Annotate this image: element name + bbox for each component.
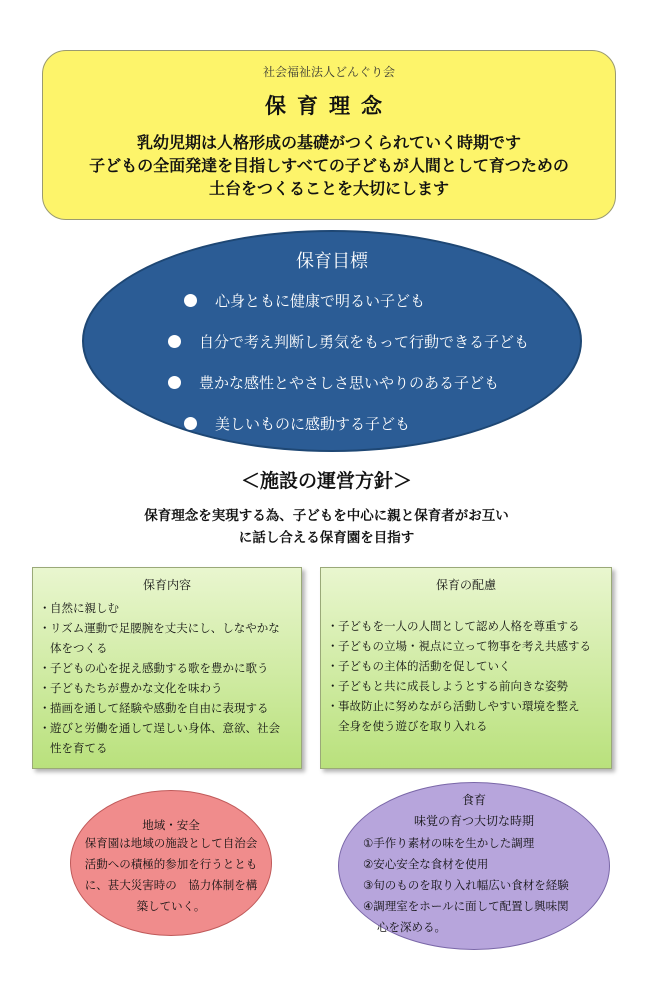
bullet-icon: ・ — [327, 679, 339, 693]
community-safety-circle — [70, 790, 272, 936]
list-item: ・子どもの立場・視点に立って物事を考え共感する — [327, 636, 591, 656]
goal-text: 自分で考え判断し勇気をもって行動できる子ども — [199, 333, 530, 351]
policy-statement-line: 保育理念を実現する為、子どもを中心に親と保育者がお互い — [144, 508, 509, 524]
goals-title: 保育目標 — [296, 251, 368, 272]
bullet-dot-icon — [168, 335, 181, 348]
philosophy-panel — [42, 50, 616, 220]
bullet-icon: ・ — [39, 621, 51, 635]
food-education-ellipse — [338, 782, 610, 950]
care-list — [327, 616, 591, 736]
bullet-icon: ・ — [327, 659, 339, 673]
bullet-icon: ・ — [39, 661, 51, 675]
food-subtitle: 味覚の育つ大切な時期 — [413, 814, 534, 828]
list-item: ・子どもを一人の人間として認め人格を尊重する — [327, 616, 591, 636]
goal-item — [168, 372, 499, 393]
food-line: 心を深める。 — [377, 920, 446, 934]
list-item: ・子どもの心を捉え感動する歌を豊かに歌う — [39, 658, 280, 678]
bullet-icon: ・ — [39, 701, 51, 715]
goal-item — [184, 413, 410, 434]
content-box-title: 保育内容 — [142, 578, 191, 592]
list-item: ・自然に親しむ — [39, 598, 280, 618]
bullet-icon: ・ — [327, 619, 339, 633]
bullet-icon: ・ — [327, 699, 339, 713]
list-item: ・遊びと労働を通して逞しい身体、意欲、社会 性を育てる — [39, 718, 280, 758]
goal-item — [184, 290, 425, 311]
community-line: 保育園は地域の施設として自治会 — [84, 836, 258, 850]
list-item: ・子どもの主体的活動を促していく — [327, 656, 591, 676]
food-title: 食育 — [461, 793, 486, 807]
content-list — [39, 598, 280, 758]
philosophy-line: 乳幼児期は人格形成の基礎がつくられていく時期です — [136, 133, 521, 152]
goal-text: 豊かな感性とやさしさ思いやりのある子ども — [199, 374, 500, 392]
list-item: ・子どもと共に成長しようとする前向きな姿勢 — [327, 676, 591, 696]
community-title: 地域・安全 — [142, 818, 200, 832]
list-item: ・描画を通して経験や感動を自由に表現する — [39, 698, 280, 718]
list-item: ・リズム運動で足腰腕を丈夫にし、しなやかな 体をつくる — [39, 618, 280, 658]
philosophy-title: 保育理念 — [265, 94, 393, 118]
goal-item — [168, 331, 529, 352]
list-item: ・子どもたちが豊かな文化を味わう — [39, 678, 280, 698]
list-item: ・事故防止に努めながら活動しやすい環境を整え 全身を使う遊びを取り入れる — [327, 696, 591, 736]
policy-heading: ＜施設の運営方針＞ — [240, 470, 412, 492]
bullet-dot-icon — [184, 294, 197, 307]
bullet-icon: ・ — [39, 681, 51, 695]
community-line: 築していく。 — [136, 899, 206, 913]
food-line: ②安心安全な食材を使用 — [363, 857, 489, 871]
content-box — [32, 567, 302, 769]
bullet-dot-icon — [184, 417, 197, 430]
goals-ellipse — [82, 230, 582, 452]
philosophy-line: 子どもの全面発達を目指しすべての子どもが人間として育つための — [89, 156, 569, 175]
care-box-title: 保育の配慮 — [435, 578, 496, 592]
bullet-dot-icon — [168, 376, 181, 389]
goal-text: 心身ともに健康で明るい子ども — [215, 292, 426, 310]
policy-statement-line: に話し合える保育園を目指す — [238, 530, 415, 546]
food-line: ④調理室をホールに面して配置し興味関 — [363, 899, 569, 913]
food-line: ③旬のものを取り入れ幅広い食材を経験 — [363, 878, 569, 892]
philosophy-line: 土台をつくることを大切にします — [208, 179, 449, 198]
bullet-icon: ・ — [327, 639, 339, 653]
food-line: ①手作り素材の味を生かした調理 — [363, 836, 535, 850]
bullet-icon: ・ — [39, 721, 51, 735]
care-box — [320, 567, 612, 769]
goal-text: 美しいものに感動する子ども — [215, 415, 411, 433]
community-line: に、甚大災害時の 協力体制を構 — [84, 878, 258, 892]
organization-name: 社会福祉法人どんぐり会 — [262, 65, 395, 79]
bullet-icon: ・ — [39, 601, 51, 615]
community-line: 活動への積極的参加を行うととも — [84, 857, 258, 871]
